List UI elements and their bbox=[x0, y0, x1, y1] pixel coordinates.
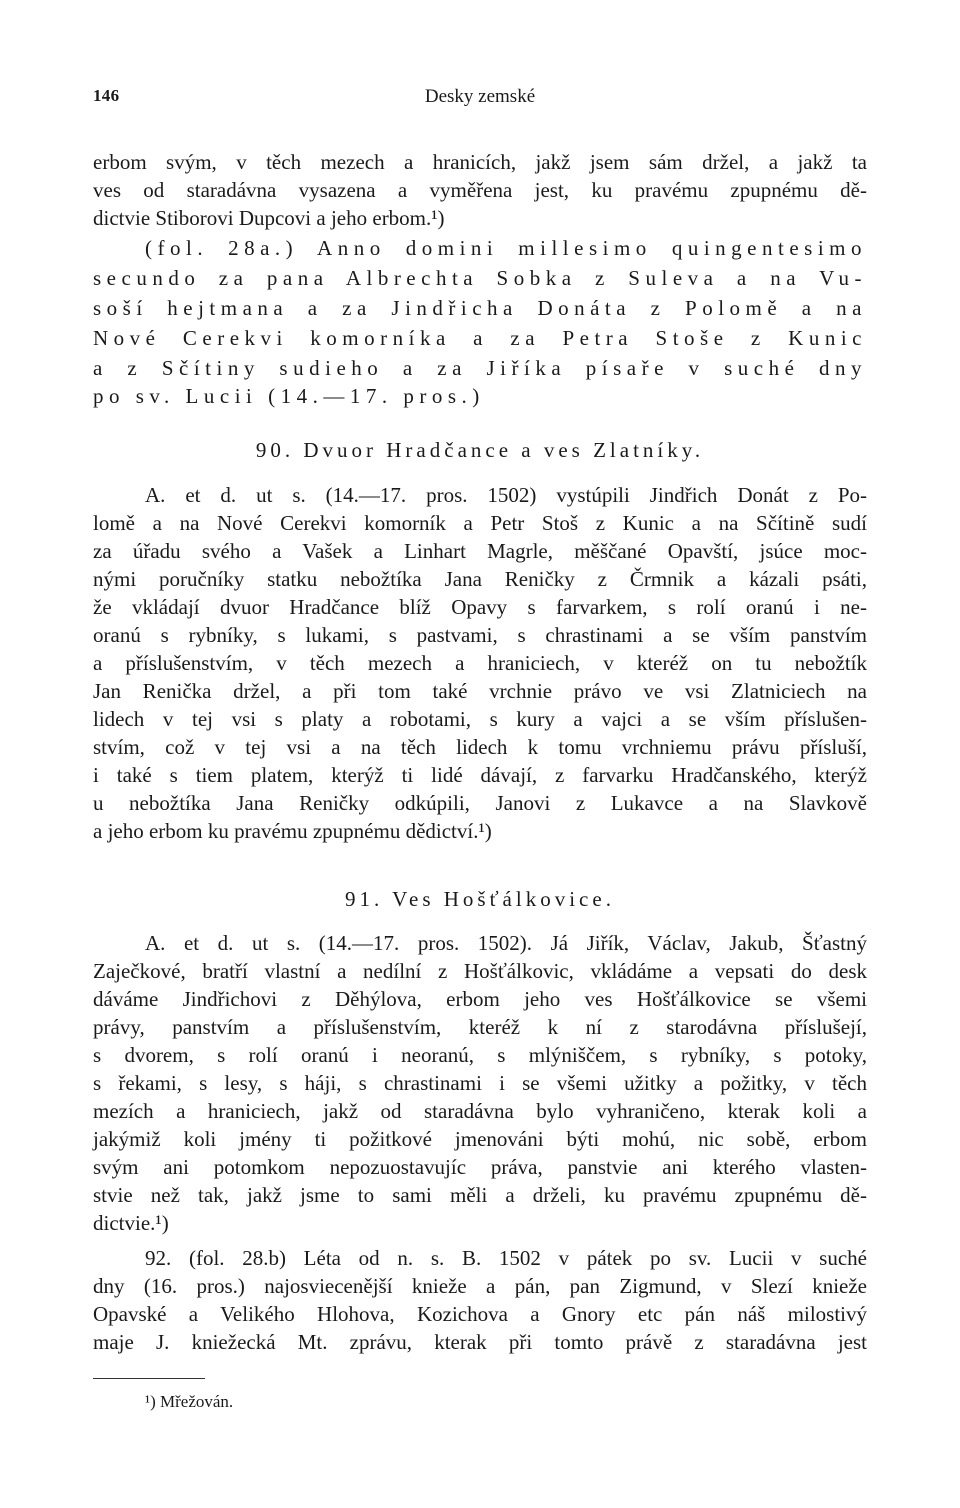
text-line: ves od staradávna vysazena a vyměřena jest, ku pravému zpupnému dě- bbox=[93, 178, 867, 202]
text-line: Zaječkové, bratří vlastní a nedílní z Hošťálkovic, vkládáme a vepsati do desk bbox=[93, 959, 867, 983]
text-line: oranú s rybníky, s lukami, s pastvami, s chrastinami a se vším panstvím bbox=[93, 623, 867, 647]
footnote: ¹) Mřežován. bbox=[145, 1392, 234, 1411]
text-line: maje J. kniežecká Mt. zprávu, kterak při tomto právě z staradávna jest bbox=[93, 1330, 867, 1354]
running-title: Desky zemské bbox=[424, 86, 536, 107]
text-line: lidech v tej vsi s platy a robotami, s kury a vajci a se vším příslušen- bbox=[93, 707, 867, 731]
text-line: Opavské a Velikého Hlohova, Kozichova a Gnory etc pán náš milostivý bbox=[93, 1302, 867, 1326]
text-line: stvím, což v tej vsi a na těch lidech k tomu vrchniemu právu přísluší, bbox=[93, 735, 867, 759]
text-line: dictvie.¹) bbox=[93, 1211, 169, 1235]
text-line: a příslušenstvím, v těch mezech a hraniciech, v kteréž on tu nebožtík bbox=[93, 651, 867, 675]
section-heading: 90. Dvuor Hradčance a ves Zlatníky. bbox=[255, 438, 705, 462]
text-line: za úřadu svého a Vašek a Linhart Magrle, měščané Opavští, jsúce moc- bbox=[93, 539, 867, 563]
text-line: (fol. 28a.) Anno domini millesimo quingentesimo bbox=[145, 236, 867, 260]
text-line: s řekami, s lesy, s háji, s chrastinami i se všemi užitky a požitky, v těch bbox=[93, 1071, 867, 1095]
text-line: secundo za pana Albrechta Sobka z Suleva a na Vu- bbox=[93, 266, 867, 290]
text-line: s dvorem, s rolí oranú i neoranú, s mlýniščem, s rybníky, s potoky, bbox=[93, 1043, 867, 1067]
text-line: Jan Renička držel, a při tom také vrchnie právo ve vsi Zlatniciech na bbox=[93, 679, 867, 703]
text-line: mezích a hraniciech, jakž od staradávna bylo vyhraničeno, kterak koli a bbox=[93, 1099, 867, 1123]
text-line: dny (16. pros.) najosviecenější kniežе a pán, pan Zigmund, v Slezí knieže bbox=[93, 1274, 867, 1298]
text-line: u nebožtíka Jana Reničky odkúpili, Janovi z Lukavce a na Slavkově bbox=[93, 791, 867, 815]
text-line: A. et d. ut s. (14.—17. pros. 1502) vystúpili Jindřich Donát z Po- bbox=[145, 483, 867, 507]
text-line: stvie než tak, jakž jsme to sami měli a drželi, ku pravému zpupnému dě- bbox=[93, 1183, 867, 1207]
text-line: a z Sčítiny sudieho a za Jiříka písaře v suché dny bbox=[93, 356, 867, 380]
text-line: erbom svým, v těch mezech a hranicích, jakž jsem sám držel, a jakž ta bbox=[93, 150, 867, 174]
text-line: 92. (fol. 28.b) Léta od n. s. B. 1502 v pátek po sv. Lucii v suché bbox=[145, 1246, 867, 1270]
page-header bbox=[93, 86, 867, 116]
text-line: Nové Cerekvi komorníka a za Petra Stoše z Kunic bbox=[93, 326, 867, 350]
footnote-rule bbox=[93, 1378, 205, 1379]
text-line: A. et d. ut s. (14.—17. pros. 1502). Já Jiřík, Václav, Jakub, Šťastný bbox=[145, 931, 867, 955]
text-line: i také s tiem platem, kterýž ti lidé dávají, z farvarku Hradčanského, kterýž bbox=[93, 763, 867, 787]
text-line: nými poručníky statku nebožtíka Jana Reničky z Črmnik a kázali psáti, bbox=[93, 567, 867, 591]
text-line: dictvie Stiborovi Dupcovi a jeho erbom.¹) bbox=[93, 206, 445, 230]
text-line: svým ani potomkom nepozuostavujíc práva, panstvie ani kterého vlasten- bbox=[93, 1155, 867, 1179]
text-line: jakýmiž koli jmény ti požitkové jmenováni býti mohú, nic sobě, erbom bbox=[93, 1127, 867, 1151]
text-line: že vkládají dvuor Hradčance blíž Opavy s farvarkem, s rolí oranú i ne- bbox=[93, 595, 867, 619]
text-line: dáváme Jindřichovi z Děhýlova, erbom jeho ves Hošťálkovice se všemi bbox=[93, 987, 867, 1011]
page-number: 146 bbox=[93, 86, 120, 105]
text-line: právy, panstvím a příslušenstvím, kteréž k ní z starodávna příslušejí, bbox=[93, 1015, 867, 1039]
text-line: lomě a na Nové Cerekvi komorník a Petr Stoš z Kunic a na Sčítině sudí bbox=[93, 511, 867, 535]
section-heading: 91. Ves Hošťálkovice. bbox=[345, 887, 615, 911]
text-line: soší hejtmana a za Jindřicha Donáta z Polomě a na bbox=[93, 296, 867, 320]
text-line: po sv. Lucii (14.—17. pros.) bbox=[93, 384, 485, 408]
text-line: a jeho erbom ku pravému zpupnému dědictví.¹) bbox=[93, 819, 492, 843]
